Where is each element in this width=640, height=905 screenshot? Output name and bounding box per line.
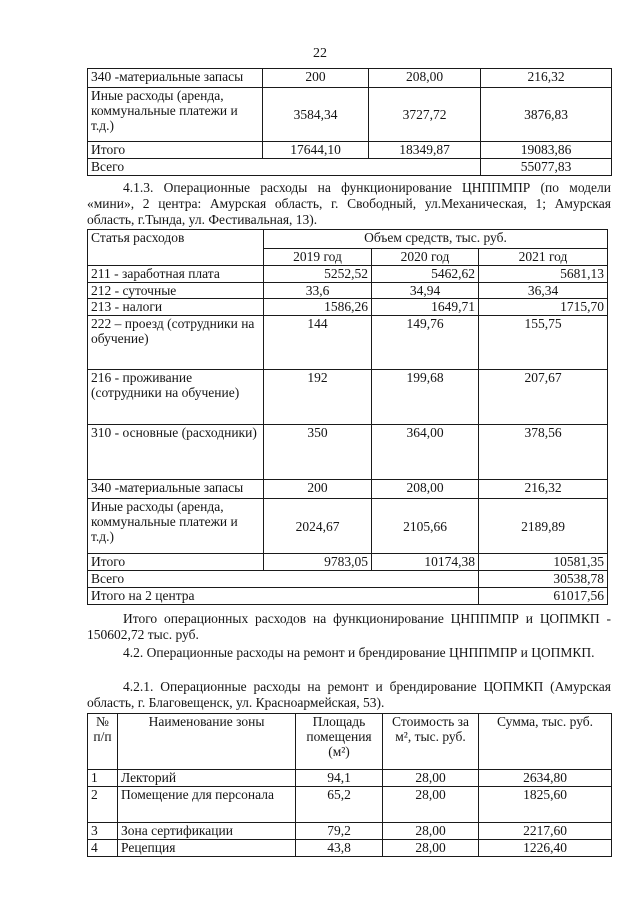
- year-2020: 2020 год: [372, 249, 479, 266]
- header-row: [88, 230, 608, 249]
- value-2020: 3727,72: [369, 88, 481, 142]
- value-2021: 19083,86: [481, 142, 612, 159]
- value-2019: 3584,34: [263, 88, 369, 142]
- cost-value: 28,00: [383, 787, 479, 823]
- table-row: [88, 159, 612, 176]
- value-2021: 378,56: [479, 425, 608, 480]
- value-2019: 2024,67: [264, 499, 372, 554]
- row-label: 310 - основные (расходники): [88, 425, 264, 480]
- row-label: Итого: [88, 554, 264, 571]
- table-row: [88, 370, 608, 425]
- value-2020: 10174,38: [372, 554, 479, 571]
- row-label: 211 - заработная плата: [88, 266, 264, 283]
- table-row: [88, 88, 612, 142]
- value-2019: 200: [264, 480, 372, 499]
- table-row: [88, 425, 608, 480]
- header-row: [88, 714, 612, 770]
- area-value: 65,2: [296, 787, 383, 823]
- cost-value: 28,00: [383, 770, 479, 787]
- year-2019: 2019 год: [264, 249, 372, 266]
- value-2020: 1649,71: [372, 299, 479, 316]
- value-2019: 192: [264, 370, 372, 425]
- total-label: Всего: [88, 571, 479, 588]
- sum-value: 1226,40: [479, 840, 612, 857]
- value-2020: 149,76: [372, 316, 479, 370]
- zone-name: Лекторий: [118, 770, 296, 787]
- total-value: 30538,78: [479, 571, 608, 588]
- value-2021: 10581,35: [479, 554, 608, 571]
- total-operational-expenses: Итого операционных расходов на функционирование ЦНППМПР и ЦОПМКП - 150602,72 тыс. руб.: [87, 611, 611, 642]
- row-label: Итого: [88, 142, 263, 159]
- sum-value: 1825,60: [479, 787, 612, 823]
- sum-value: 2634,80: [479, 770, 612, 787]
- section-4-2: 4.2. Операционные расходы на ремонт и брендирование ЦНППМПР и ЦОПМКП.: [123, 645, 595, 660]
- col-cost-header: Стоимость за м², тыс. руб.: [383, 714, 479, 770]
- col-sum-header: Сумма, тыс. руб.: [479, 714, 612, 770]
- section-4-1-3: 4.1.3. Операционные расходы на функционирование ЦНППМПР (по модели «мини», 2 центра: Амурская область, г. Свободный, ул.Механическая, 1; Амурская область, г.Тында, ул. Фестивальная, 13).: [87, 180, 611, 227]
- value-2021: 216,32: [479, 480, 608, 499]
- total-2-centers-label: Итого на 2 центра: [88, 588, 479, 605]
- col-volume-header: Объем средств, тыс. руб.: [264, 230, 608, 249]
- value-2019: 144: [264, 316, 372, 370]
- value-2021: 3876,83: [481, 88, 612, 142]
- area-value: 94,1: [296, 770, 383, 787]
- cost-value: 28,00: [383, 840, 479, 857]
- col-num-header: № п/п: [88, 714, 118, 770]
- table-row: [88, 571, 608, 588]
- row-label: 222 – проезд (сотрудники на обучение): [88, 316, 264, 370]
- table-row: [88, 840, 612, 857]
- table-row: [88, 787, 612, 823]
- value-2019: 200: [263, 69, 369, 88]
- value-2019: 350: [264, 425, 372, 480]
- row-label: 340 -материальные запасы: [88, 480, 264, 499]
- row-num: 2: [88, 787, 118, 823]
- value-2021: 1715,70: [479, 299, 608, 316]
- total-2-centers-value: 61017,56: [479, 588, 608, 605]
- value-2020: 2105,66: [372, 499, 479, 554]
- section-4-2-1: 4.2.1. Операционные расходы на ремонт и брендирование ЦОПМКП (Амурская область, г. Благовещенск, ул. Красноармейская, 53).: [87, 679, 611, 710]
- row-num: 3: [88, 823, 118, 840]
- repair-zones-table: [87, 713, 612, 857]
- row-label: Иные расходы (аренда, коммунальные платежи и т.д.): [88, 499, 264, 554]
- budget-table-continued: [87, 68, 612, 176]
- table-row: [88, 770, 612, 787]
- value-2020: 208,00: [369, 69, 481, 88]
- table-row: [88, 283, 608, 299]
- cost-value: 28,00: [383, 823, 479, 840]
- budget-table-mini: [87, 229, 608, 605]
- zone-name: Помещение для персонала: [118, 787, 296, 823]
- value-2021: 36,34: [479, 283, 608, 299]
- area-value: 79,2: [296, 823, 383, 840]
- row-label: Иные расходы (аренда, коммунальные платежи и т.д.): [88, 88, 263, 142]
- table-row: [88, 69, 612, 88]
- table-row: [88, 554, 608, 571]
- area-value: 43,8: [296, 840, 383, 857]
- page-number: 22: [313, 46, 327, 61]
- value-2019: 9783,05: [264, 554, 372, 571]
- value-2019: 1586,26: [264, 299, 372, 316]
- total-value: 55077,83: [481, 159, 612, 176]
- row-num: 4: [88, 840, 118, 857]
- value-2020: 5462,62: [372, 266, 479, 283]
- table-row: [88, 316, 608, 370]
- value-2021: 207,67: [479, 370, 608, 425]
- table-row: [88, 823, 612, 840]
- zone-name: Зона сертификации: [118, 823, 296, 840]
- value-2020: 364,00: [372, 425, 479, 480]
- table-row: [88, 299, 608, 316]
- row-label: 212 - суточные: [88, 283, 264, 299]
- zone-name: Рецепция: [118, 840, 296, 857]
- value-2020: 208,00: [372, 480, 479, 499]
- row-label: 213 - налоги: [88, 299, 264, 316]
- row-num: 1: [88, 770, 118, 787]
- value-2020: 18349,87: [369, 142, 481, 159]
- value-2020: 34,94: [372, 283, 479, 299]
- value-2020: 199,68: [372, 370, 479, 425]
- value-2021: 2189,89: [479, 499, 608, 554]
- row-label: 216 - проживание (сотрудники на обучение): [88, 370, 264, 425]
- table-row: [88, 480, 608, 499]
- row-label: 340 -материальные запасы: [88, 69, 263, 88]
- value-2021: 216,32: [481, 69, 612, 88]
- value-2021: 155,75: [479, 316, 608, 370]
- table-row: [88, 499, 608, 554]
- sum-value: 2217,60: [479, 823, 612, 840]
- value-2019: 5252,52: [264, 266, 372, 283]
- col-area-header: Площадь помещения (м²): [296, 714, 383, 770]
- col-article-header: Статья расходов: [88, 230, 264, 266]
- value-2019: 17644,10: [263, 142, 369, 159]
- value-2021: 5681,13: [479, 266, 608, 283]
- year-2021: 2021 год: [479, 249, 608, 266]
- total-label: Всего: [88, 159, 481, 176]
- table-row: [88, 266, 608, 283]
- col-zone-header: Наименование зоны: [118, 714, 296, 770]
- table-row: [88, 588, 608, 605]
- value-2019: 33,6: [264, 283, 372, 299]
- table-row: [88, 142, 612, 159]
